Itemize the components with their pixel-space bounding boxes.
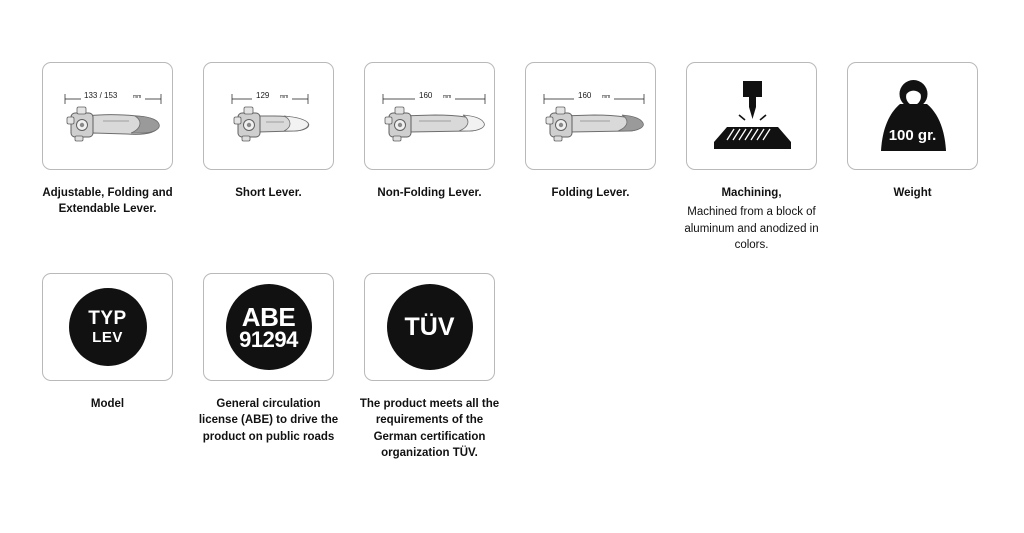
badge-line-1: ABE bbox=[241, 301, 296, 332]
feature-row-bottom bbox=[42, 273, 525, 461]
feature-card-abe bbox=[203, 273, 334, 381]
dimension-value: 133 / 153 bbox=[84, 91, 118, 100]
feature-cell-tuv bbox=[359, 273, 500, 461]
feature-caption: Adjustable, Folding and Extendable Lever. bbox=[42, 187, 173, 216]
weight-value-label: 100 gr. bbox=[888, 127, 937, 144]
badge-line-2: LEV bbox=[92, 329, 123, 346]
dimension-unit: mm bbox=[133, 94, 142, 100]
feature-card-weight bbox=[847, 62, 978, 170]
feature-caption: Folding Lever. bbox=[551, 187, 630, 199]
feature-card-non-folding-lever bbox=[364, 62, 495, 170]
feature-cell-machining bbox=[686, 62, 817, 253]
typ-lev-badge-icon bbox=[69, 288, 147, 366]
feature-cell-abe bbox=[198, 273, 339, 445]
feature-caption: Machining, bbox=[721, 187, 782, 199]
feature-cell-short-lever bbox=[203, 62, 334, 201]
weight-kettlebell-icon bbox=[848, 63, 977, 169]
feature-caption: The product meets all the requirements of the German certification organization TÜV. bbox=[359, 398, 500, 459]
dimension-value: 160 bbox=[419, 91, 433, 100]
dimension-unit: mm bbox=[443, 94, 452, 100]
lever-non-folding-icon bbox=[365, 63, 494, 169]
dimension-unit: mm bbox=[602, 94, 611, 100]
feature-card-adjustable-lever bbox=[42, 62, 173, 170]
cnc-machining-icon bbox=[687, 63, 816, 169]
dimension-value: 129 bbox=[256, 91, 270, 100]
feature-cell-model bbox=[42, 273, 173, 412]
feature-caption: Model bbox=[90, 398, 125, 410]
feature-cell-weight bbox=[847, 62, 978, 201]
feature-row-top bbox=[42, 62, 978, 253]
abe-badge-icon bbox=[226, 284, 312, 370]
feature-card-machining bbox=[686, 62, 817, 170]
feature-card-model bbox=[42, 273, 173, 381]
dimension-unit: mm bbox=[280, 94, 289, 100]
lever-short-icon bbox=[204, 63, 333, 169]
lever-adjustable-icon bbox=[43, 63, 172, 169]
feature-caption: Short Lever. bbox=[235, 187, 302, 199]
badge-line-1: TYP bbox=[88, 308, 127, 329]
feature-cell-adjustable-lever bbox=[42, 62, 173, 218]
feature-cell-folding-lever bbox=[525, 62, 656, 201]
feature-card-tuv bbox=[364, 273, 495, 381]
badge-line-1: TÜV bbox=[404, 312, 455, 341]
feature-subcaption: Machined from a block of aluminum and anodized in colors. bbox=[684, 206, 819, 251]
lever-folding-icon bbox=[526, 63, 655, 169]
feature-card-short-lever bbox=[203, 62, 334, 170]
dimension-value: 160 bbox=[578, 91, 592, 100]
feature-card-folding-lever bbox=[525, 62, 656, 170]
badge-line-2: 91294 bbox=[239, 326, 298, 352]
feature-caption: Weight bbox=[893, 187, 932, 199]
feature-cell-non-folding-lever bbox=[364, 62, 495, 201]
feature-caption: General circulation license (ABE) to drive the product on public roads bbox=[198, 398, 339, 443]
tuv-badge-icon bbox=[387, 284, 473, 370]
feature-caption: Non-Folding Lever. bbox=[377, 187, 482, 199]
